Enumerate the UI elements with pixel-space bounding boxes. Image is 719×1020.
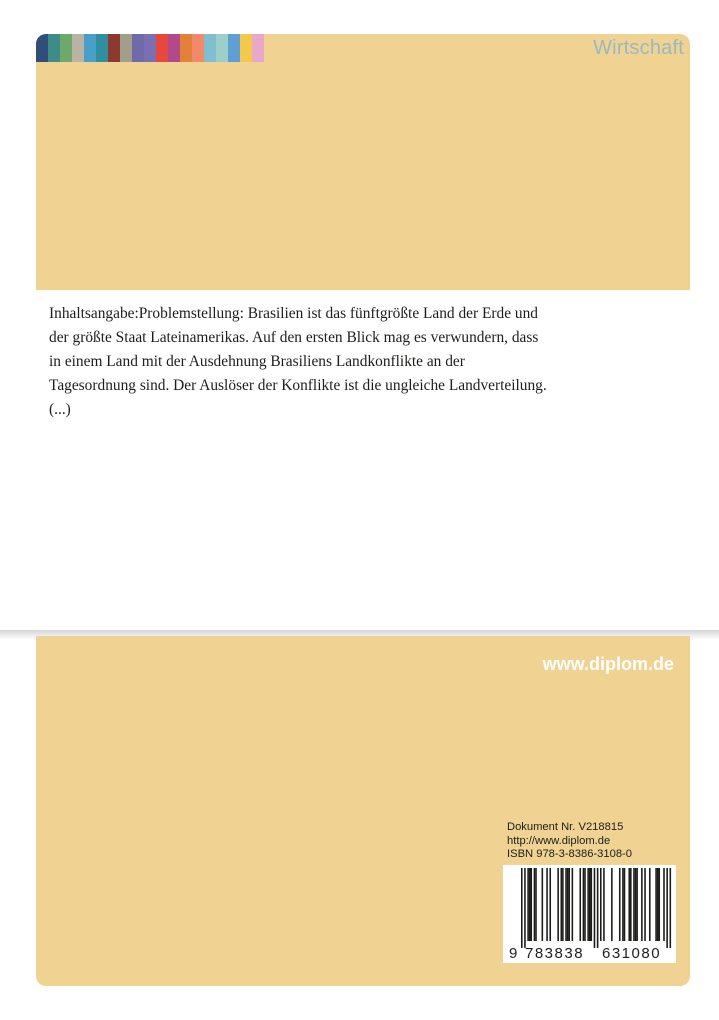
- barcode-bar: [633, 868, 635, 941]
- barcode-bar: [565, 868, 567, 941]
- publisher-website: www.diplom.de: [542, 654, 674, 674]
- barcode-bar: [546, 868, 548, 941]
- barcode-bar: [594, 868, 596, 948]
- barcode: [503, 865, 676, 963]
- color-stripe: [204, 34, 216, 62]
- color-stripe: [168, 34, 180, 62]
- color-stripe: [60, 34, 72, 62]
- barcode-bar: [622, 868, 624, 941]
- barcode-bar: [644, 868, 646, 941]
- color-stripe: [252, 34, 264, 62]
- barcode-bar: [670, 868, 672, 948]
- barcode-bar: [666, 868, 668, 948]
- color-stripe: [84, 34, 96, 62]
- barcode-bar: [619, 868, 621, 941]
- barcode-bar: [636, 868, 638, 941]
- barcode-bar: [663, 868, 665, 941]
- barcode-bar: [527, 868, 529, 941]
- color-stripe: [96, 34, 108, 62]
- barcode-bar: [529, 868, 531, 941]
- barcode-bar: [658, 868, 660, 941]
- barcode-bar: [649, 868, 651, 941]
- barcode-bar: [567, 868, 569, 941]
- barcode-bar: [597, 868, 599, 948]
- barcode-bar: [557, 868, 559, 941]
- barcode-bar: [579, 868, 581, 941]
- barcode-bar: [535, 868, 537, 941]
- color-stripe: [48, 34, 60, 62]
- barcode-right-digits: 631080: [602, 945, 662, 962]
- barcode-bar: [628, 868, 630, 941]
- barcode-bar: [549, 868, 551, 941]
- barcode-bar: [655, 868, 657, 941]
- barcode-bar: [624, 868, 626, 941]
- cover-top-panel: [36, 34, 690, 290]
- color-stripe: [36, 34, 48, 62]
- color-stripe: [132, 34, 144, 62]
- color-stripe: [156, 34, 168, 62]
- color-stripes: [36, 34, 264, 62]
- barcode-bar: [603, 868, 605, 941]
- category-label: Wirtschaft: [593, 37, 684, 59]
- document-number: Dokument Nr. V218815: [507, 821, 624, 833]
- color-stripe: [144, 34, 156, 62]
- barcode-bar: [584, 868, 586, 941]
- barcode-bar: [641, 868, 643, 941]
- barcode-bar: [534, 868, 536, 941]
- barcode-bar: [542, 868, 544, 941]
- barcode-bar: [589, 868, 591, 941]
- barcode-bar: [583, 868, 585, 941]
- color-stripe: [216, 34, 228, 62]
- barcode-bar: [572, 868, 574, 941]
- barcode-bar: [591, 868, 593, 941]
- color-stripe: [228, 34, 240, 62]
- barcode-bar: [657, 868, 659, 941]
- barcode-bar: [587, 868, 589, 941]
- barcode-left-digits: 783838: [525, 945, 585, 962]
- barcode-bar: [521, 868, 523, 948]
- color-stripe: [240, 34, 252, 62]
- barcode-bar: [630, 868, 632, 941]
- book-blurb: Inhaltsangabe:Problemstellung: Brasilien ist das fünftgrößte Land der Erde und der größte Staat Lateinamerikas. Auf den ersten Blick mag es verwundern, dass in einem Land mit der Ausdehnung Brasiliens Landkonflikte an der Tagesordnung sind. Der Auslöser der Konflikte ist die ungleiche Landverteilung. (...): [49, 305, 547, 418]
- color-stripe: [180, 34, 192, 62]
- color-stripe: [108, 34, 120, 62]
- cover-bottom-panel: [36, 636, 690, 986]
- barcode-bar: [561, 868, 563, 941]
- barcode-bar: [568, 868, 570, 941]
- color-stripe: [120, 34, 132, 62]
- barcode-bar: [611, 868, 613, 941]
- isbn: ISBN 978-3-8386-3108-0: [507, 848, 633, 860]
- barcode-bar: [562, 868, 564, 941]
- color-stripe: [72, 34, 84, 62]
- barcode-bar: [635, 868, 637, 941]
- barcode-bar: [524, 868, 526, 948]
- color-stripe: [192, 34, 204, 62]
- barcode-lead-digit: 9: [509, 945, 518, 962]
- publisher-url: http://www.diplom.de: [507, 834, 611, 847]
- document-info: [507, 821, 632, 862]
- barcode-bar: [600, 868, 602, 941]
- barcode-bar: [530, 868, 532, 941]
